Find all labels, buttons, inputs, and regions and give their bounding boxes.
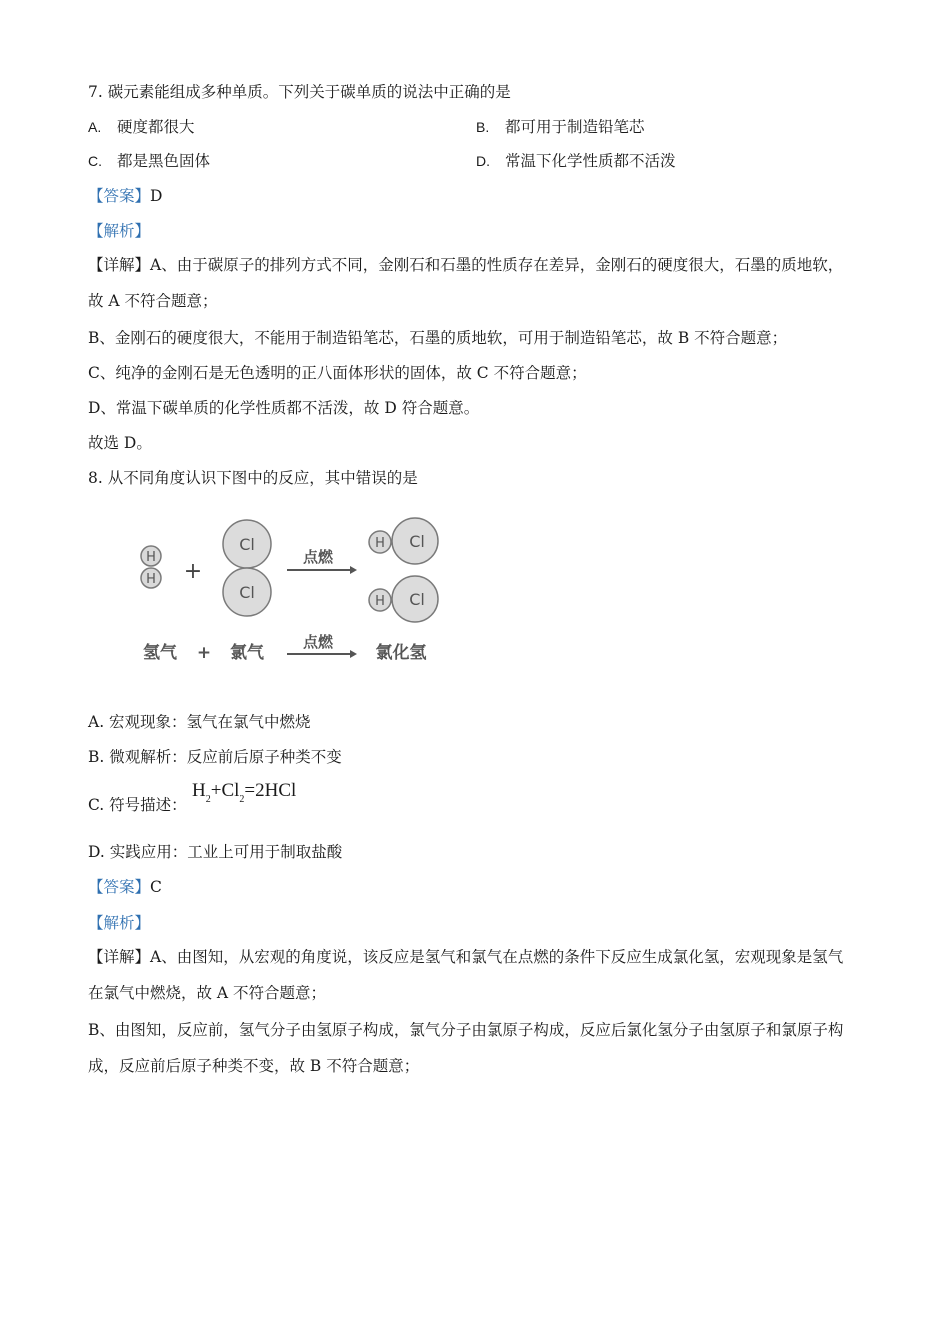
q7-option-c bbox=[88, 151, 210, 171]
word-cl2: 氯气 bbox=[230, 643, 264, 663]
q7-detail-c: C、纯净的金刚石是无色透明的正八面体形状的固体，故 C 不符合题意； bbox=[88, 364, 587, 382]
q7-option-d-letter: D. bbox=[476, 153, 490, 169]
q8-option-c-label: C. 符号描述： bbox=[88, 796, 187, 814]
cl2-molecule bbox=[223, 520, 271, 616]
q7-option-a-text: 硬度都很大 bbox=[116, 118, 195, 136]
formula-sub-cl: 2 bbox=[239, 794, 245, 805]
cl-atom-label: Cl bbox=[239, 535, 255, 554]
q8-answer-value: C bbox=[150, 878, 162, 896]
word-arrow-head-icon bbox=[350, 650, 357, 658]
q7-analysis-label: 【解析】 bbox=[88, 222, 151, 240]
q7-option-c-letter: C. bbox=[88, 153, 102, 169]
hcl-molecule bbox=[369, 576, 438, 622]
q8-analysis-tag bbox=[88, 913, 150, 933]
arrow-head-icon bbox=[350, 566, 357, 574]
reaction-diagram bbox=[130, 512, 450, 672]
q8-detail-b: B、由图知，反应前，氢气分子由氢原子构成，氯气分子由氯原子构成，反应后氯化氢分子由氢原子和氯原子构成，反应前后原子种类不变，故 B 不符合题意； bbox=[88, 1021, 844, 1075]
h-atom-label: H bbox=[375, 594, 385, 609]
q7-option-b-text: 都可用于制造铅笔芯 bbox=[504, 118, 645, 136]
q8-answer bbox=[88, 877, 162, 897]
q8-option-c bbox=[88, 795, 187, 815]
q8-option-d: D. 实践应用：工业上可用于制取盐酸 bbox=[88, 843, 343, 861]
word-condition: 点燃 bbox=[302, 633, 334, 651]
q7-option-d-text: 常温下化学性质都不活泼 bbox=[504, 152, 676, 170]
h-atom-label: H bbox=[146, 550, 156, 565]
formula-h: H bbox=[192, 780, 206, 801]
word-h2: 氢气 bbox=[143, 643, 177, 663]
q7-stem: 7. 碳元素能组成多种单质。下列关于碳单质的说法中正确的是 bbox=[88, 83, 511, 101]
hcl-molecule bbox=[369, 518, 438, 564]
word-hcl: 氯化氢 bbox=[375, 643, 427, 663]
q7-option-c-text: 都是黑色固体 bbox=[116, 152, 210, 170]
formula-sub-h: 2 bbox=[205, 794, 211, 805]
q7-option-d bbox=[476, 151, 675, 171]
q7-detail-b: B、金刚石的硬度很大，不能用于制造铅笔芯，石墨的质地软，可用于制造铅笔芯，故 B 不符合题意； bbox=[88, 329, 788, 347]
formula-product: =2HCl bbox=[244, 780, 297, 801]
q7-answer-tag: 【答案】 bbox=[88, 187, 151, 205]
h2-molecule bbox=[141, 546, 161, 588]
q8-option-a: A. 宏观现象：氢气在氯气中燃烧 bbox=[88, 713, 311, 731]
arrow-condition: 点燃 bbox=[302, 548, 334, 566]
q7-option-a-letter: A. bbox=[88, 119, 102, 135]
cl-atom-label: Cl bbox=[409, 532, 425, 551]
cl-atom-label: Cl bbox=[239, 583, 255, 602]
h-atom-label: H bbox=[146, 572, 156, 587]
q7-option-a bbox=[88, 117, 194, 137]
q7-detail-a bbox=[88, 247, 856, 319]
q7-analysis-tag bbox=[88, 221, 150, 241]
q8-detail-a bbox=[88, 939, 856, 1011]
q8-analysis-label: 【解析】 bbox=[88, 914, 151, 932]
q7-detail-a-text: A、由于碳原子的排列方式不同，金刚石和石墨的性质存在差异，金刚石的硬度很大，石墨的质地软，故 A 不符合题意； bbox=[88, 256, 844, 310]
plus-sign: + bbox=[183, 559, 203, 584]
q8-detail-tag: 【详解】 bbox=[88, 948, 151, 966]
word-plus: + bbox=[196, 643, 212, 663]
q8-stem: 8. 从不同角度认识下图中的反应，其中错误的是 bbox=[88, 469, 418, 487]
q8-answer-tag: 【答案】 bbox=[88, 878, 151, 896]
cl-atom-label: Cl bbox=[409, 590, 425, 609]
h-atom-label: H bbox=[375, 536, 385, 551]
q7-answer bbox=[88, 186, 162, 206]
q7-answer-value: D bbox=[150, 187, 163, 205]
q8-option-c-formula bbox=[192, 781, 296, 810]
q7-option-b-letter: B. bbox=[476, 119, 490, 135]
q7-conclusion: 故选 D。 bbox=[88, 434, 152, 452]
q7-detail-tag: 【详解】 bbox=[88, 256, 151, 274]
q8-option-b: B. 微观解析：反应前后原子种类不变 bbox=[88, 748, 342, 766]
q8-detail-a-text: A、由图知，从宏观的角度说，该反应是氢气和氯气在点燃的条件下反应生成氯化氢，宏观现象是氢气在氯气中燃烧，故 A 不符合题意； bbox=[88, 948, 844, 1002]
q7-detail-d: D、常温下碳单质的化学性质都不活泼，故 D 符合题意。 bbox=[88, 399, 480, 417]
q7-option-b bbox=[476, 117, 644, 137]
formula-cl: +Cl bbox=[210, 780, 240, 801]
